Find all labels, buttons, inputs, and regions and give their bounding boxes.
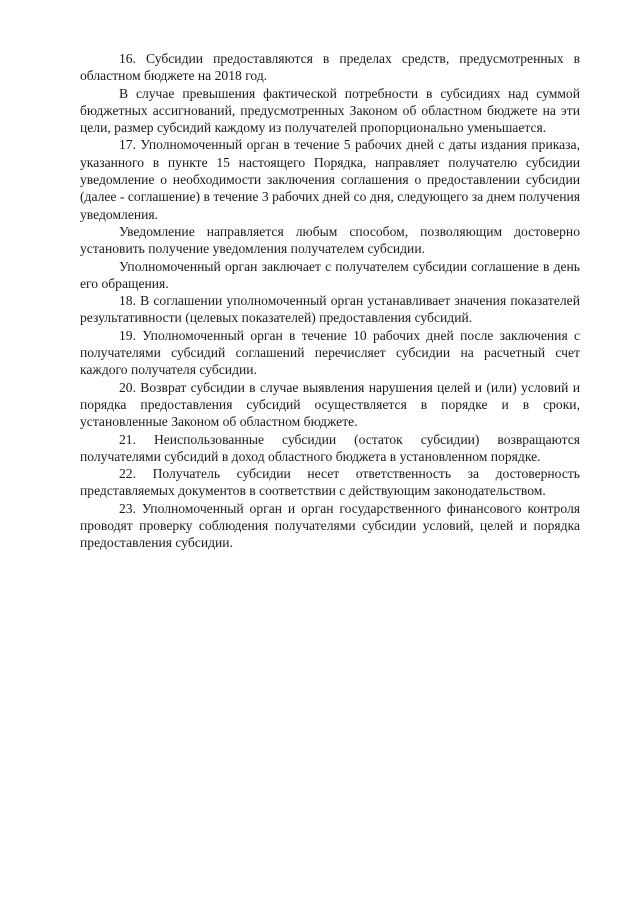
paragraph-23: 23. Уполномоченный орган и орган государственного финансового контроля проводят проверку соблюдения получателями субсидии условий, целей и порядка предоставления субсидии. bbox=[80, 500, 580, 551]
paragraph-17-agreement: Уполномоченный орган заключает с получателем субсидии соглашение в день его обращения. bbox=[80, 258, 580, 291]
paragraph-19: 19. Уполномоченный орган в течение 10 рабочих дней после заключения с получателями субсидий соглашений перечисляет субсидии на расчетный счет каждого получателя субсидии. bbox=[80, 327, 580, 378]
paragraph-20: 20. Возврат субсидии в случае выявления нарушения целей и (или) условий и порядка предоставления субсидий осуществляется в порядке и в сроки, установленные Законом об областном бюджете. bbox=[80, 379, 580, 430]
paragraph-16: 16. Субсидии предоставляются в пределах средств, предусмотренных в областном бюджете на 2018 год. bbox=[80, 51, 580, 84]
document-body bbox=[80, 50, 580, 552]
paragraph-17-notification: Уведомление направляется любым способом, позволяющим достоверно установить получение уведомления получателем субсидии. bbox=[80, 223, 580, 257]
paragraph-17: 17. Уполномоченный орган в течение 5 рабочих дней с даты издания приказа, указанного в пункте 15 настоящего Порядка, направляет получателю субсидии уведомление о необходимости заключения соглашения о предоставлении субсидии (далее - соглашение) в течение 3 рабочих дней со дня, следующего за днем получения уведомления. bbox=[80, 137, 580, 222]
paragraph-16-excess: В случае превышения фактической потребности в субсидиях над суммой бюджетных ассигнований, предусмотренных Законом об областном бюджете на эти цели, размер субсидий каждому из получателей пропорционально уменьшается. bbox=[80, 85, 580, 136]
paragraph-18: 18. В соглашении уполномоченный орган устанавливает значения показателей результативности (целевых показателей) предоставления субсидий. bbox=[80, 293, 580, 326]
paragraph-21: 21. Неиспользованные субсидии (остаток субсидии) возвращаются получателями субсидий в доход областного бюджета в установленном порядке. bbox=[80, 431, 580, 464]
paragraph-22: 22. Получатель субсидии несет ответственность за достоверность представляемых документов в соответствии с действующим законодательством. bbox=[80, 466, 580, 499]
